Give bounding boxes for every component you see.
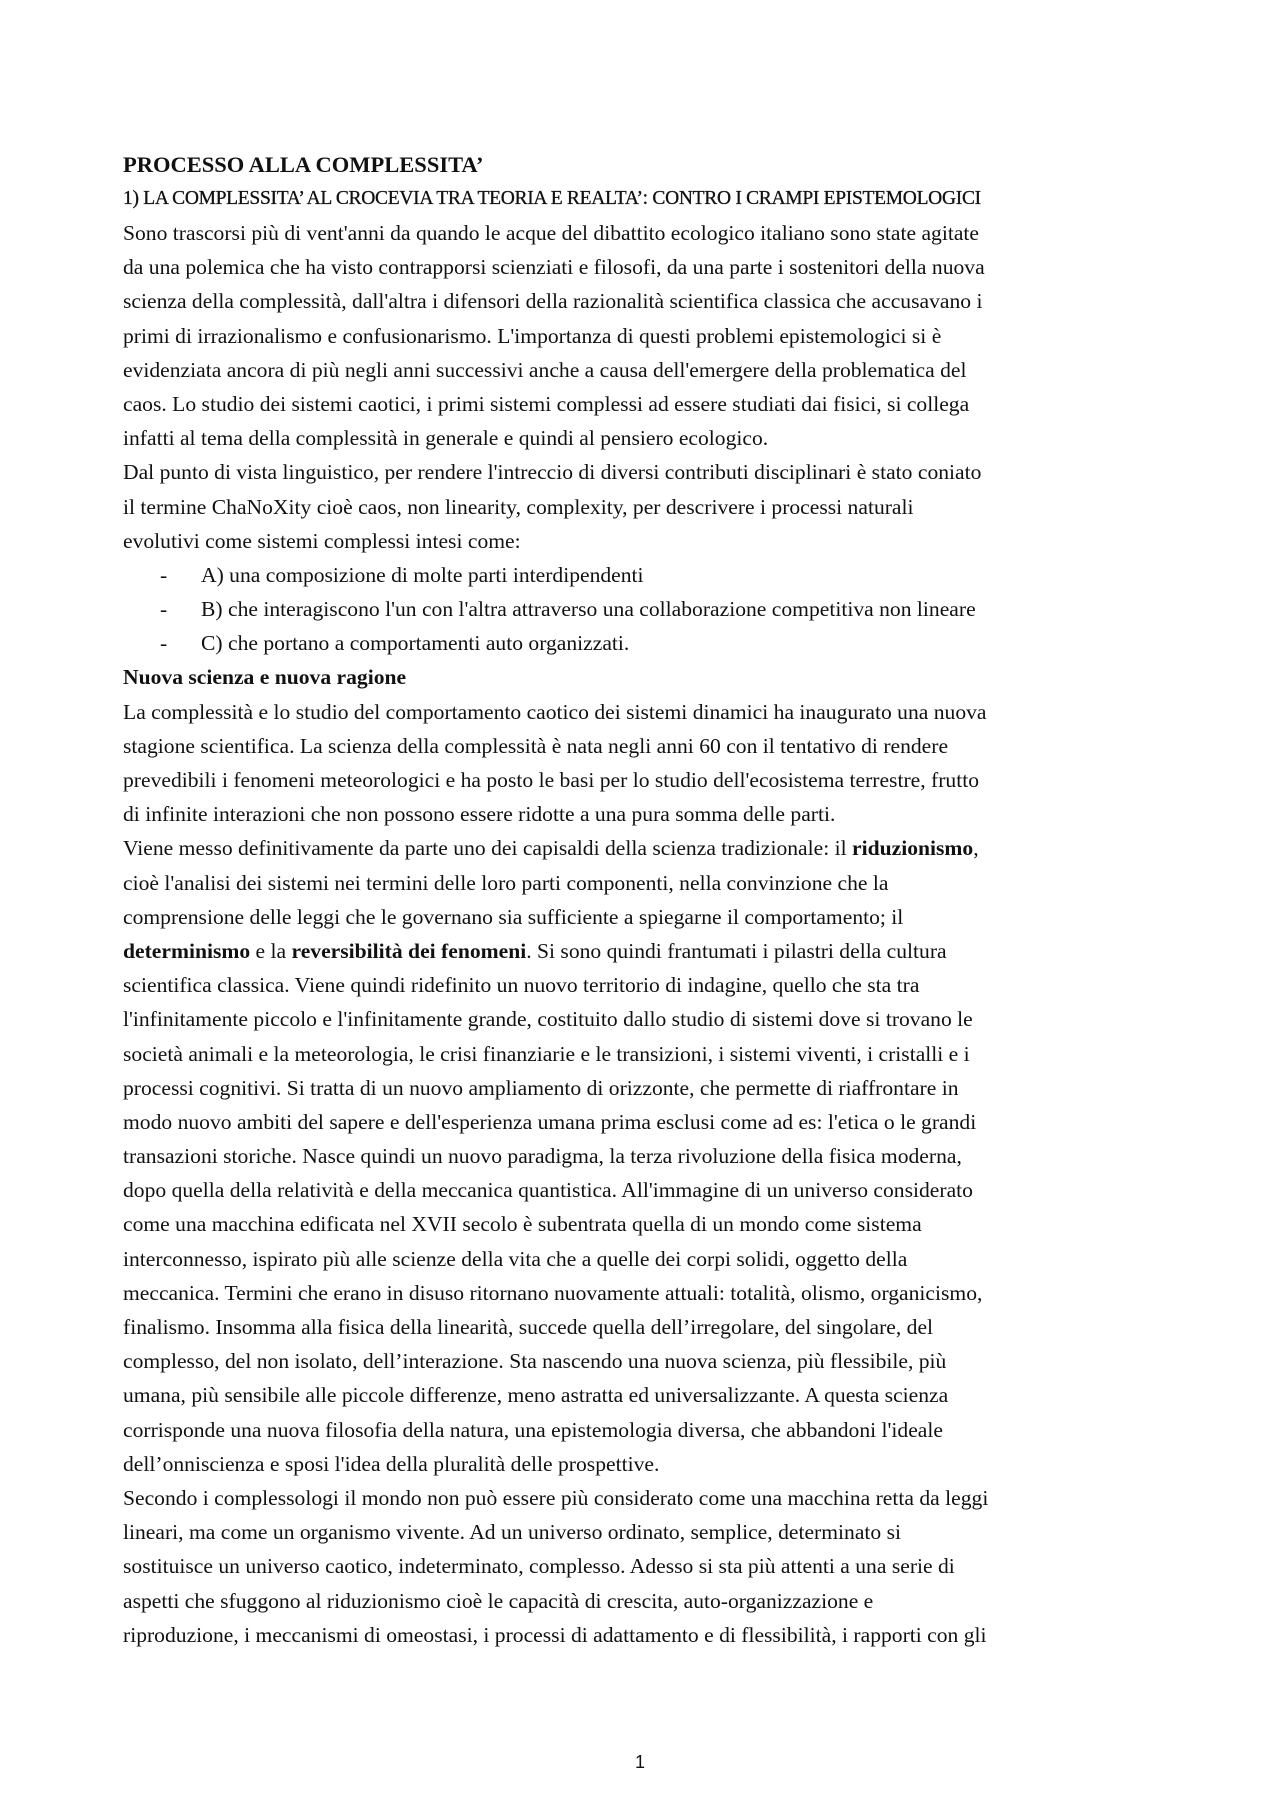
paragraph-new-science [123,695,1171,832]
text-line: da una polemica che ha visto contrapporsi scienziati e filosofi, da una parte i sostenitori della nuova [123,255,985,280]
text-line: corrisponde una nuova filosofia della natura, una epistemologia diversa, che abbandoni l'ideale [123,1417,943,1442]
text-line: dell’onniscienza e sposi l'idea della pluralità delle prospettive. [123,1451,660,1476]
text-line: dopo quella della relatività e della meccanica quantistica. All'immagine di un universo considerato [123,1178,973,1203]
list-item [123,592,1171,626]
chapter-heading: 1) LA COMPLESSITA’ AL CROCEVIA TRA TEORIA E REALTA’: CONTRO I CRAMPI EPISTEMOLOGICI [123,188,981,209]
text-line: meccanica. Termini che erano in disuso ritornano nuovamente attuali: totalità, olismo, organicismo, [123,1280,983,1305]
text-line [123,934,1171,968]
section-heading [123,660,1171,694]
section-heading-text: Nuova scienza e nuova ragione [123,665,407,690]
paragraph-complexologists [123,1481,1171,1652]
text-line: evolutivi come sistemi complessi intesi come: [123,528,521,553]
text-line: complesso, del non isolato, dell’interazione. Sta nascendo una nuova scienza, più flessibile, più [123,1349,947,1374]
text-line: Dal punto di vista linguistico, per rendere l'intreccio di diversi contributi disciplinari è stato coniato [123,460,982,485]
text-line: di infinite interazioni che non possono essere ridotte a una pura somma delle parti. [123,802,836,827]
text-run: Viene messo definitivamente da parte uno dei capisaldi della scienza tradizionale: il [123,836,853,861]
paragraph-reductionism [123,831,1171,1481]
text-line: aspetti che sfuggono al riduzionismo cioè le capacità di crescita, auto-organizzazione e [123,1588,874,1613]
text-line: processi cognitivi. Si tratta di un nuovo ampliamento di orizzonte, che permette di riaffrontare in [123,1075,959,1100]
text-line: riproduzione, i meccanismi di omeostasi, i processi di adattamento e di flessibilità, i rapporti con gli [123,1622,987,1647]
text-line: come una macchina edificata nel XVII secolo è subentrata quella di un mondo come sistema [123,1212,922,1237]
document-title: PROCESSO ALLA COMPLESSITA’ [123,152,484,177]
list-dash: - [160,562,168,587]
list-item-text: B) che interagiscono l'un con l'altra attraverso una collaborazione competitiva non lineare [201,597,976,622]
text-line: evidenziata ancora di più negli anni successivi anche a causa dell'emergere della problematica del [123,357,967,382]
text-line [123,831,1171,865]
list-item-text: A) una composizione di molte parti interdipendenti [201,562,644,587]
text-run: , [973,836,979,861]
text-line: La complessità e lo studio del comportamento caotico dei sistemi dinamici ha inaugurato una nuova [123,699,987,724]
paragraph-chanoxity [123,455,1171,558]
text-line: lineari, ma come un organismo vivente. Ad un universo ordinato, semplice, determinato si [123,1520,901,1545]
text-line: interconnesso, ispirato più alle scienze della vita che a quelle dei corpi solidi, oggetto della [123,1246,908,1271]
text-line: umana, più sensibile alle piccole differenze, meno astratta ed universalizzante. A questa scienza [123,1383,949,1408]
keyword-riduzionismo: riduzionismo [852,836,974,861]
keyword-determinismo: determinismo [123,938,251,963]
text-line: Secondo i complessologi il mondo non può essere più considerato come una macchina retta da leggi [123,1485,989,1510]
text-line: sostituisce un universo caotico, indeterminato, complesso. Adesso si sta più attenti a una serie di [123,1554,955,1579]
text-run: . Si sono quindi frantumati i pilastri della cultura [526,938,947,963]
text-line: prevedibili i fenomeni meteorologici e ha posto le basi per lo studio dell'ecosistema terrestre, frutto [123,768,979,792]
text-run: e la [250,938,292,963]
text-line: scientifica classica. Viene quindi ridefinito un nuovo territorio di indagine, quello che sta tra [123,973,920,998]
text-line: scienza della complessità, dall'altra i difensori della razionalità scientifica classica che accusavano i [123,289,983,314]
text-line: società animali e la meteorologia, le crisi finanziarie e le transizioni, i sistemi viventi, i cristalli e i [123,1041,970,1066]
text-line: Sono trascorsi più di vent'anni da quando le acque del dibattito ecologico italiano sono state agitate [123,221,980,245]
text-line: caos. Lo studio dei sistemi caotici, i primi sistemi complessi ad essere studiati dai fisici, si collega [123,391,970,416]
text-line: transazioni storiche. Nasce quindi un nuovo paradigma, la terza rivoluzione della fisica moderna, [123,1144,962,1169]
text-line: cioè l'analisi dei sistemi nei termini delle loro parti componenti, nella convinzione che la [123,870,889,895]
paragraph-intro [123,216,1171,455]
text-line: l'infinitamente piccolo e l'infinitamente grande, costituito dallo studio di sistemi dove si trovano le [123,1007,973,1032]
text-line: finalismo. Insomma alla fisica della linearità, succede quella dell’irregolare, del singolare, del [123,1315,934,1339]
text-line: primi di irrazionalismo e confusionarismo. L'importanza di questi problemi epistemologici si è [123,323,942,348]
text-line: modo nuovo ambiti del sapere e dell'esperienza umana prima esclusi come ad es: l'etica o le grandi [123,1109,977,1134]
text-line: il termine ChaNoXity cioè caos, non linearity, complexity, per descrivere i processi naturali [123,494,914,519]
list-dash: - [160,631,168,656]
list-item [123,626,1171,660]
list-item [123,558,1171,592]
document-body [123,148,1171,1652]
text-line: infatti al tema della complessità in generale e quindi al pensiero ecologico. [123,426,769,451]
text-line: stagione scientifica. La scienza della complessità è nata negli anni 60 con il tentativo di rendere [123,733,949,758]
page-number: 1 [634,1752,645,1772]
list-dash: - [160,597,168,622]
text-line: comprensione delle leggi che le governano sia sufficiente a spiegarne il comportamento; il [123,904,904,929]
bullet-list [123,558,1171,661]
list-item-text: C) che portano a comportamenti auto organizzati. [201,631,630,656]
keyword-reversibilita: reversibilità dei fenomeni [291,938,527,963]
